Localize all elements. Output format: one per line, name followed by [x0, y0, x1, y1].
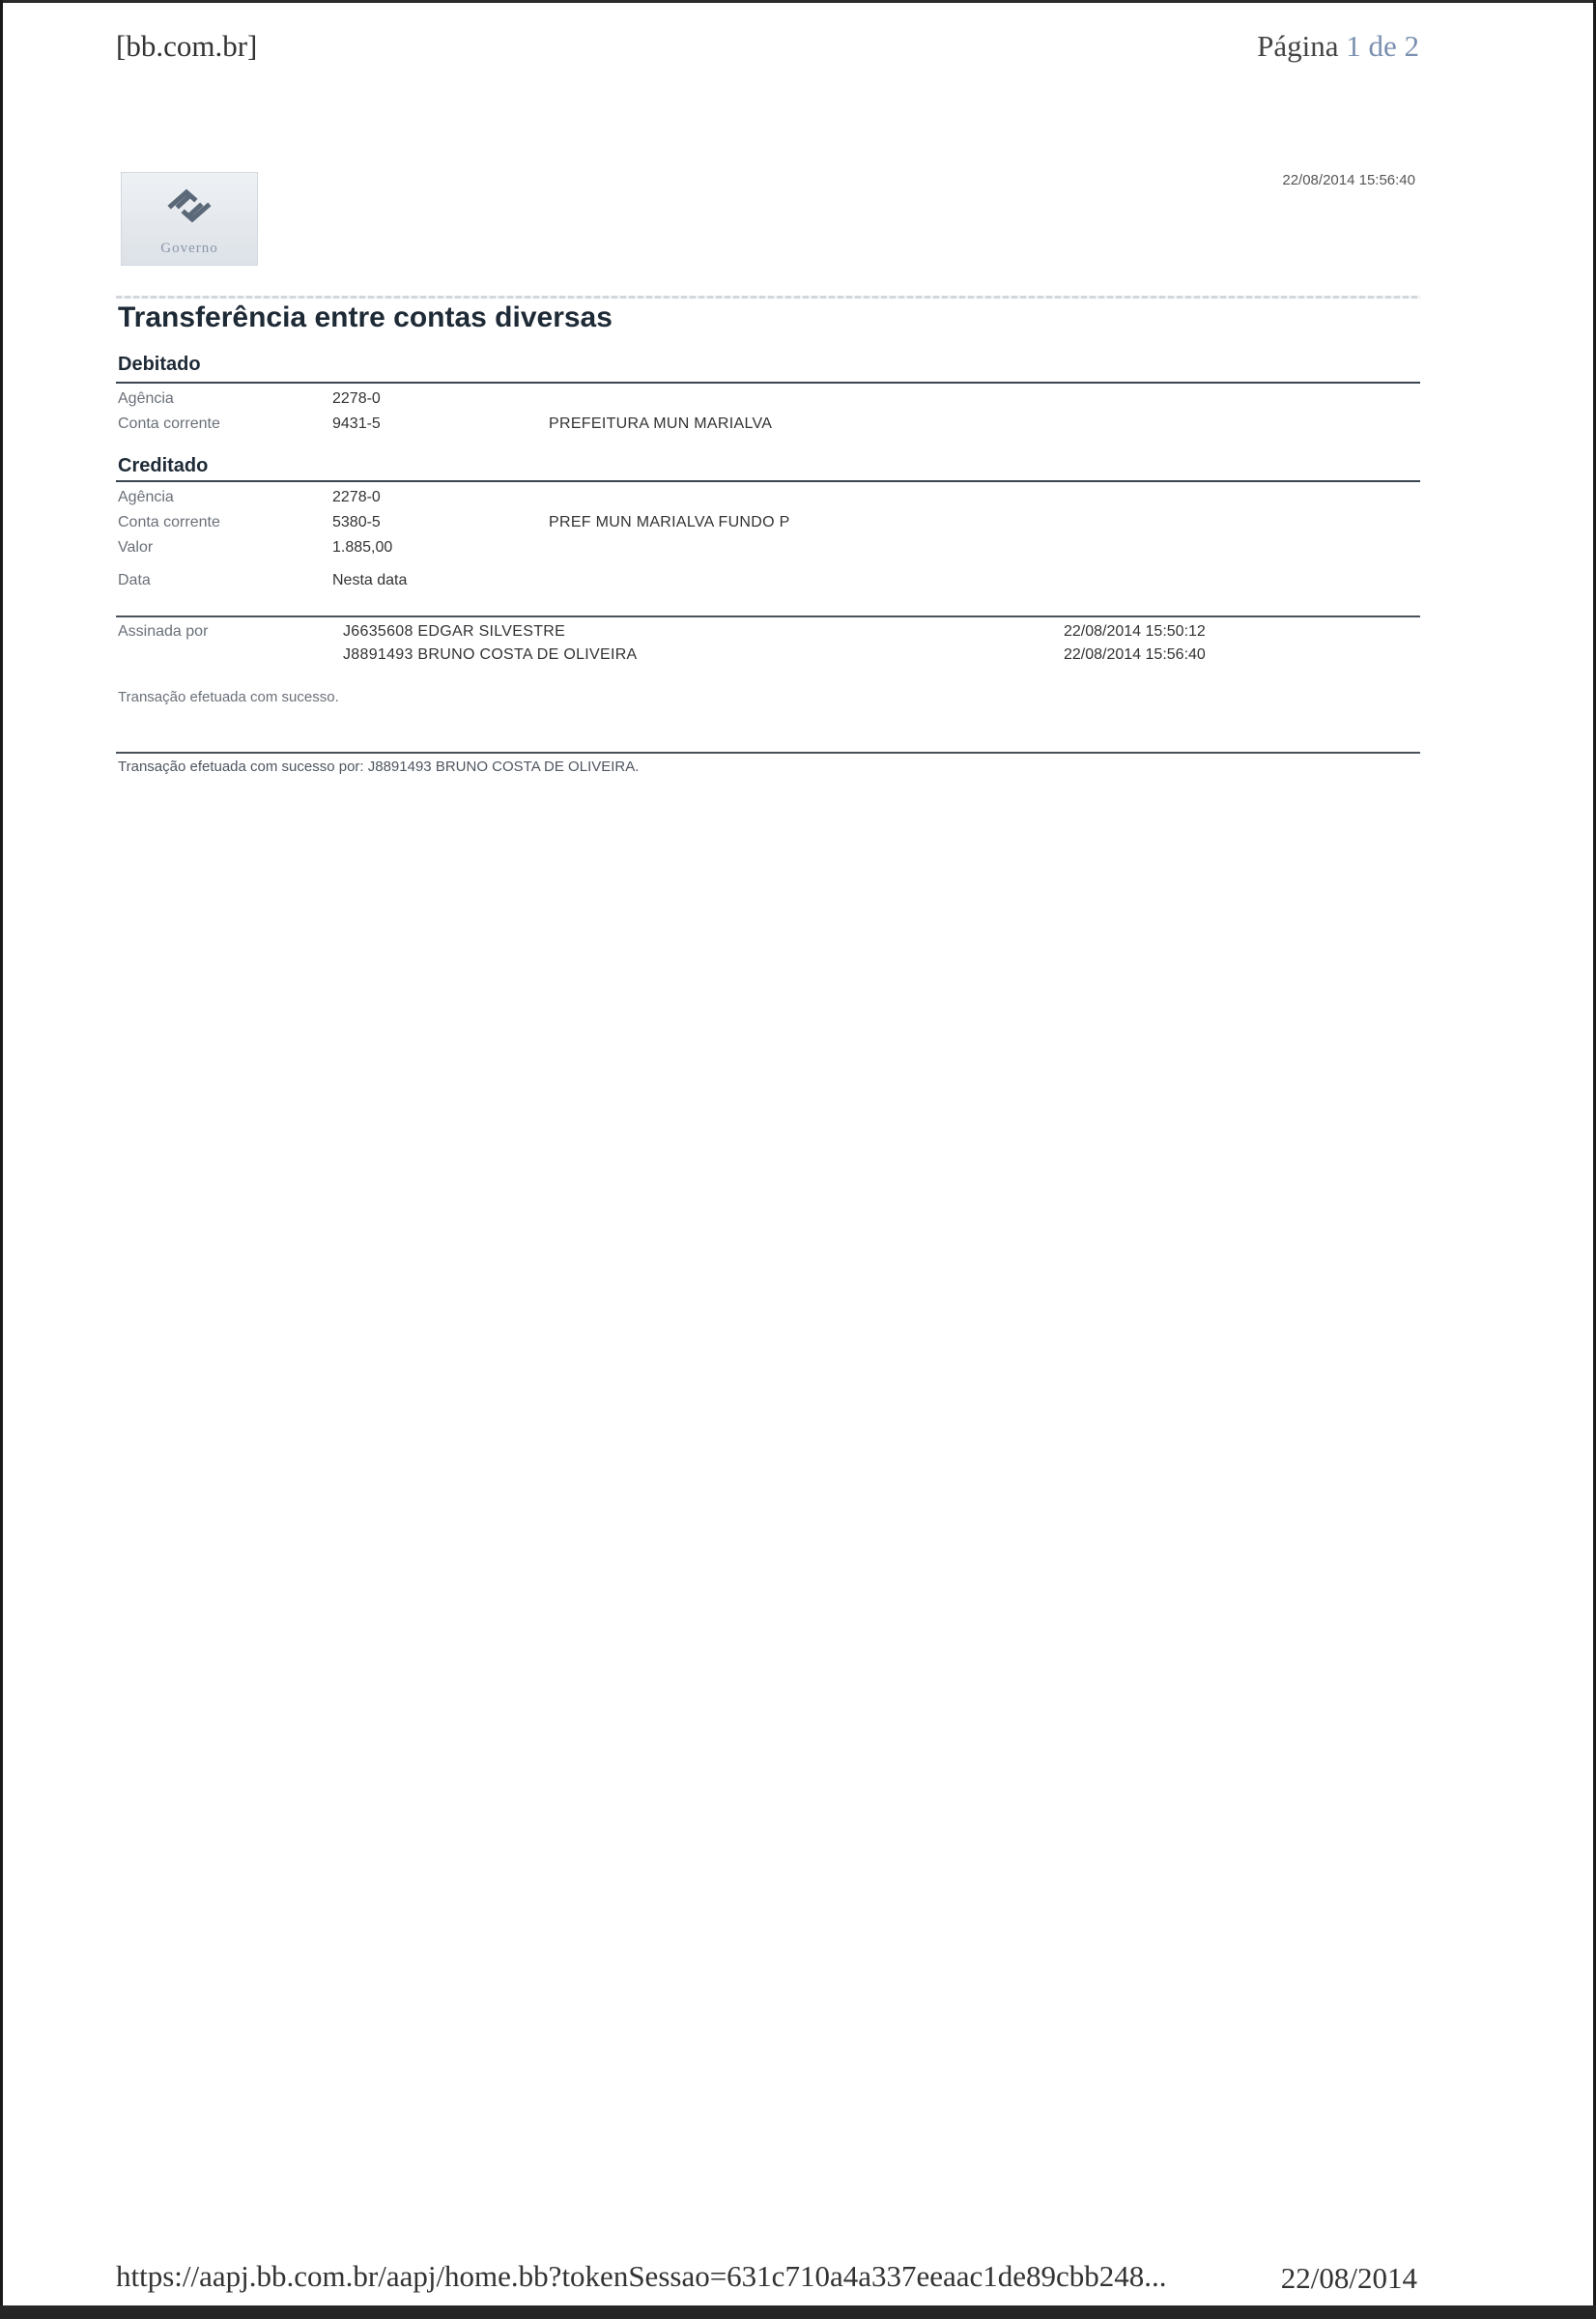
bb-governo-logo	[121, 172, 258, 266]
page-label: Página	[1257, 29, 1339, 63]
creditado-conta-label: Conta corrente	[118, 514, 220, 530]
page-number: 1 de 2	[1346, 29, 1419, 63]
data-label: Data	[118, 572, 151, 588]
logo-caption: Governo	[160, 241, 218, 256]
print-footer-url: https://aapj.bb.com.br/aapj/home.bb?tokenSessao=631c710a4a337eeaac1de89cbb248...	[116, 2259, 1167, 2293]
signer-date: 22/08/2014 15:50:12	[1064, 623, 1206, 640]
status-message: Transação efetuada com sucesso.	[118, 689, 339, 705]
debitado-agencia-value: 2278-0	[332, 390, 381, 407]
creditado-divider	[116, 480, 1420, 482]
banco-do-brasil-logo-icon	[165, 185, 214, 227]
scan-edge-top	[0, 0, 1596, 3]
creditado-conta-value: 5380-5	[332, 514, 381, 530]
debitado-titular: PREFEITURA MUN MARIALVA	[549, 415, 773, 432]
data-value: Nesta data	[332, 572, 408, 588]
final-message: Transação efetuada com sucesso por: J8891493 BRUNO COSTA DE OLIVEIRA.	[118, 759, 640, 775]
print-header-site: [bb.com.br]	[116, 29, 258, 63]
signatures-divider	[116, 616, 1420, 617]
debitado-conta-label: Conta corrente	[118, 415, 220, 432]
valor-value: 1.885,00	[332, 539, 393, 556]
debitado-conta-value: 9431-5	[332, 415, 381, 432]
header-divider	[116, 296, 1420, 299]
creditado-agencia-label: Agência	[118, 489, 174, 505]
debitado-divider	[116, 382, 1420, 384]
signer-name: J6635608 EDGAR SILVESTRE	[343, 623, 566, 640]
creditado-agencia-value: 2278-0	[332, 489, 381, 505]
page-title: Transferência entre contas diversas	[118, 301, 613, 333]
creditado-titular: PREF MUN MARIALVA FUNDO P	[549, 514, 790, 530]
signer-name: J8891493 BRUNO COSTA DE OLIVEIRA	[343, 646, 638, 663]
print-footer-date: 22/08/2014	[1280, 2261, 1417, 2295]
print-header-page	[1257, 29, 1419, 64]
scan-edge-bottom	[0, 2305, 1596, 2319]
transaction-timestamp: 22/08/2014 15:56:40	[1282, 172, 1415, 188]
debitado-heading: Debitado	[118, 354, 201, 375]
assinada-por-label: Assinada por	[118, 623, 209, 640]
signer-date: 22/08/2014 15:56:40	[1064, 646, 1206, 663]
creditado-heading: Creditado	[118, 455, 209, 476]
footer-divider	[116, 752, 1420, 754]
debitado-agencia-label: Agência	[118, 390, 174, 407]
valor-label: Valor	[118, 539, 154, 556]
scan-edge-left	[0, 0, 3, 2319]
